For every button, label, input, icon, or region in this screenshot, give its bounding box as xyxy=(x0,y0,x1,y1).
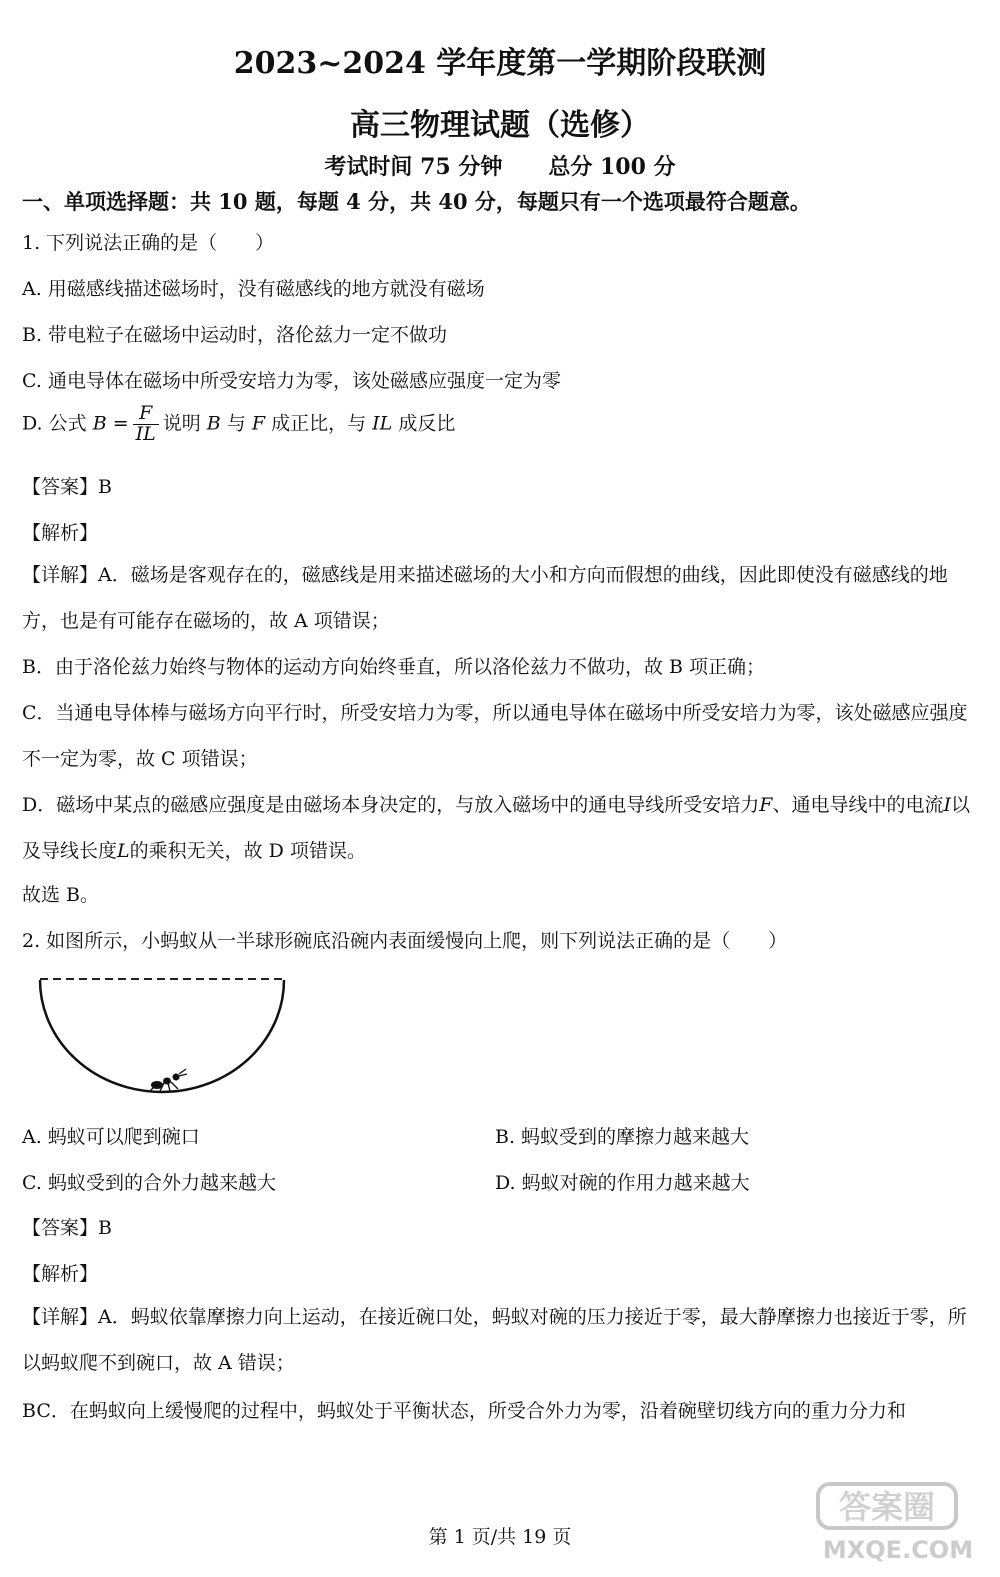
exam-time: 考试时间 75 分钟 xyxy=(324,154,503,180)
q2-answer: 【答案】B xyxy=(22,1217,112,1239)
q2-option-a: A. 蚂蚁可以爬到碗口 xyxy=(22,1126,200,1148)
formula-denominator: IL xyxy=(135,422,156,445)
q1-option-d-var-b: B xyxy=(206,412,221,435)
bowl-curve xyxy=(40,980,284,1092)
q2-option-b: B. 蚂蚁受到的摩擦力越来越大 xyxy=(495,1126,750,1148)
q1-detail-d-text-4: 的乘积无关，故 D 项错误。 xyxy=(129,840,366,862)
bowl-diagram xyxy=(30,970,300,1100)
q2-detail-a: 【详解】A．蚂蚁依靠摩擦力向上运动，在接近碗口处，蚂蚁对碗的压力接近于零，最大静摩擦力也接近于零，所以蚂蚁爬不到碗口，故 A 错误； xyxy=(22,1306,967,1374)
exam-subtitle: 高三物理试题（选修） xyxy=(350,108,650,143)
exam-meta xyxy=(0,150,1000,181)
ant-icon xyxy=(150,1069,187,1091)
q1-option-a: A. 用磁感线描述磁场时，没有磁感线的地方就没有磁场 xyxy=(22,278,485,300)
page-footer: 第 1 页/共 19 页 xyxy=(428,1526,572,1548)
watermark-url: MXQE.COM xyxy=(822,1536,974,1564)
q1-conclusion: 故选 B。 xyxy=(22,884,100,906)
q1-option-d-var-il: IL xyxy=(372,412,393,435)
q1-detail-c: C．当通电导体棒与磁场方向平行时，所受安培力为零，所以通电导体在磁场中所受安培力为零，该处磁感应强度不一定为零，故 C 项错误； xyxy=(22,702,968,770)
watermark-brand: 答案圈 xyxy=(838,1488,936,1526)
q1-detail-d-var-l: L xyxy=(117,840,130,862)
q1-option-b: B. 带电粒子在磁场中运动时，洛伦兹力一定不做功 xyxy=(22,324,448,346)
q1-detail-d-var-i: I xyxy=(943,794,951,816)
q1-option-d-var-f: F xyxy=(251,412,266,435)
q1-option-d-text-3: 成正比，与 xyxy=(271,412,367,435)
q1-stem: 1. 下列说法正确的是（ ） xyxy=(22,232,275,254)
q1-detail-b: B．由于洛伦兹力始终与物体的运动方向始终垂直，所以洛伦兹力不做功，故 B 项正确； xyxy=(22,656,766,678)
q1-answer: 【答案】B xyxy=(22,476,112,498)
q2-stem: 2. 如图所示，小蚂蚁从一半球形碗底沿碗内表面缓慢向上爬，则下列说法正确的是（ ） xyxy=(22,930,788,952)
q1-detail-d xyxy=(22,782,970,874)
q1-option-d-text-1: 说明 xyxy=(162,412,201,435)
q1-analysis-label: 【解析】 xyxy=(22,522,99,544)
q1-detail-d-text-3: 以及导线长度 xyxy=(22,794,970,862)
formula-numerator: F xyxy=(133,404,159,425)
section-heading: 一、单项选择题：共 10 题，每题 4 分，共 40 分，每题只有一个选项最符合题意。 xyxy=(22,189,811,214)
exam-title: 2023~2024 学年度第一学期阶段联测 xyxy=(233,46,767,81)
q1-option-c: C. 通电导体在磁场中所受安培力为零，该处磁感应强度一定为零 xyxy=(22,370,561,392)
q1-detail-d-text-2: 、通电导线中的电流 xyxy=(772,794,944,816)
q1-detail-a: 【详解】A．磁场是客观存在的，磁感线是用来描述磁场的大小和方向而假想的曲线，因此即使没有磁感线的地方，也是有可能存在磁场的，故 A 项错误； xyxy=(22,564,948,632)
q2-analysis-label: 【解析】 xyxy=(22,1263,99,1285)
formula-lhs: B = xyxy=(92,412,129,435)
formula-fraction xyxy=(133,404,159,445)
q1-option-d-text-4: 成反比 xyxy=(398,412,456,435)
q2-option-c: C. 蚂蚁受到的合外力越来越大 xyxy=(22,1172,276,1194)
q2-option-d: D. 蚂蚁对碗的作用力越来越大 xyxy=(495,1172,750,1194)
exam-total-score: 总分 100 分 xyxy=(548,154,676,180)
q1-detail-d-var-f: F xyxy=(759,794,773,816)
q1-option-d xyxy=(22,404,455,445)
q1-option-d-prefix: D. 公式 xyxy=(22,412,87,435)
q1-detail-d-text-1: D．磁场中某点的磁感应强度是由磁场本身决定的，与放入磁场中的通电导线所受安培力 xyxy=(22,794,760,816)
q2-detail-bc: BC．在蚂蚁向上缓慢爬的过程中，蚂蚁处于平衡状态，所受合外力为零，沿着碗壁切线方向的重力分力和 xyxy=(22,1400,906,1422)
q1-option-d-text-2: 与 xyxy=(226,412,246,435)
